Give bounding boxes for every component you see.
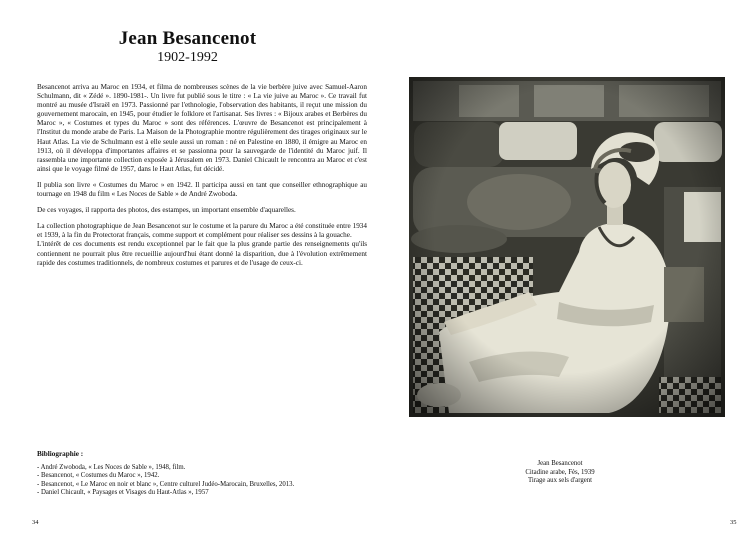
page-subtitle-dates: 1902-1992: [157, 50, 218, 65]
bibliography-item: - Daniel Chicault, « Paysages et Visages du Haut-Atlas », 1957: [37, 488, 209, 496]
paragraph: De ces voyages, il rapporta des photos, des estampes, un important ensemble d'aquarelles.: [37, 206, 296, 215]
page-number: 34: [32, 519, 39, 526]
bibliography-title: Bibliographie :: [37, 450, 84, 458]
portrait-photograph-icon: [409, 77, 725, 417]
right-page: [375, 0, 750, 537]
caption-technique: Tirage aux sels d'argent: [527, 477, 593, 485]
paragraph: La collection photographique de Jean Besancenot sur le costume et la parure du Maroc a été constituée entre 1934 et 1939, à la fin du Protectorat français, comme support et complément pour réaliser ses dessins à la gouache.: [37, 222, 367, 240]
photo-caption: [490, 460, 630, 486]
caption-title: Citadine arabe, Fès, 1939: [525, 468, 595, 476]
paragraph: L'intérêt de ces documents est rendu exceptionnel par le fait que la plus grande partie des renseignements qu'ils contiennent ne pourrait plus être recueillie aujourd'hui étant donné la disparition, due à l'évolution extrêmement rapide des costumes traditionnels, de nombreux costumes et parures et de l'usage de ceux-ci.: [37, 240, 367, 267]
paragraph: Besancenot arriva au Maroc en 1934, et filma de nombreuses scènes de la vie berbère juive avec Samuel-Aaron Schulmann, dit « Zédé ». 1890-1981-. Un livre fut publié sous le titre : « La vie juive au Maroc ». Ce travail fut montré au musée d'Israël en 1973. Passionné par l'ethnologie, l'observation des habitants, il reçut une mission du gouvernement marocain, en 1945, pour étudier le folklore et l'artisanat. Ses livres : « Bijoux arabes et Berbères du Maroc », « Costumes et types du Maroc » sont des références. L'œuvre de Besancenot est principalement à l'Institut du monde arabe de Paris. La Maison de la Photographie montre régulièrement des tirages originaux sur le Haut Atlas. La vie de Schulmann est à elle seule aussi un roman : né en Palestine en 1880, il émigre au Maroc en 1913, où il développa d'importantes affaires et se passionna pour la sauvegarde de l'identité du Maroc juif. Il rassembla une importante collection exposée à Jérusalem en 1973. Daniel Chicault le rencontra au Maroc et c'est ainsi que le voyage filmé de 1957, dans le Haut Atlas, fut décidé.: [37, 83, 367, 173]
bibliography-item: - André Zwoboda, « Les Noces de Sable », 1948, film.: [37, 464, 186, 472]
page-title: Jean Besancenot: [118, 28, 257, 49]
caption-author: Jean Besancenot: [537, 460, 583, 467]
page-number: 35: [730, 519, 737, 526]
paragraph: Il publia son livre « Costumes du Maroc » en 1942. Il participa aussi en tant que conseiller ethnographique au tournage en 1948 du film « Les Noces de Sable » de André Zwoboda.: [37, 180, 367, 199]
bibliography-item: - Besancenot, « Le Maroc en noir et blanc », Centre culturel Judéo-Marocain, Bruxelles, 2013.: [37, 480, 295, 488]
bibliography: [37, 450, 357, 497]
bibliography-item: - Besancenot, « Costumes du Maroc », 1942.: [37, 472, 160, 480]
body-text: [37, 83, 367, 275]
